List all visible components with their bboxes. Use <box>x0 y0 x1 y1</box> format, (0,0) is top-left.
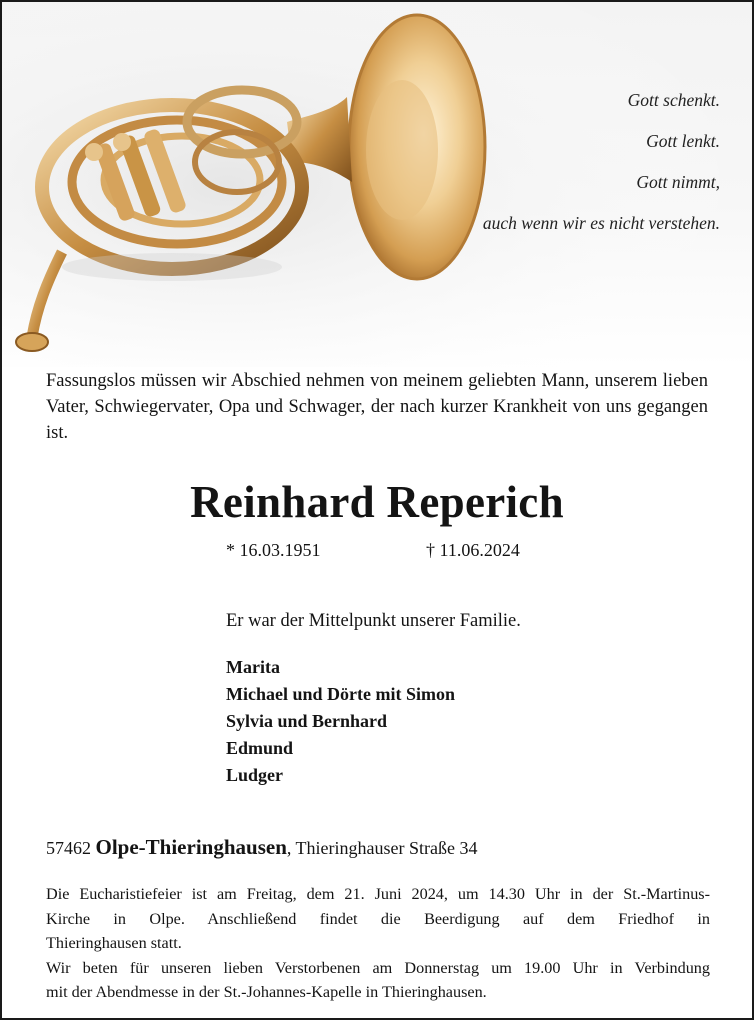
info-line: Kirche in Olpe. Anschließend findet die Beerdigung auf dem Friedhof in <box>46 909 710 928</box>
tagline: Er war der Mittelpunkt unserer Familie. <box>226 611 521 631</box>
address-line <box>46 835 478 860</box>
service-info <box>46 882 710 1005</box>
info-line: Die Eucharistiefeier ist am Freitag, dem 21. Juni 2024, um 14.30 Uhr in der St.-Martinus- <box>46 885 710 903</box>
info-line: Wir beten für unseren lieben Verstorbenen am Donnerstag um 19.00 Uhr in Verbindung <box>46 958 710 977</box>
quote-line: Gott lenkt. <box>646 131 720 151</box>
quote-line: Gott nimmt, <box>636 172 720 192</box>
family-member: Michael und Dörte mit Simon <box>226 684 455 704</box>
deceased-name: Reinhard Reperich <box>190 477 564 527</box>
info-line: mit der Abendmesse in der St.-Johannes-Kapelle in Thieringhausen. <box>46 983 487 1001</box>
address-zip: 57462 <box>46 838 91 858</box>
info-line: Thieringhausen statt. <box>46 934 182 952</box>
address-city: Olpe-Thieringhausen <box>95 835 287 859</box>
quote-line: auch wenn wir es nicht verstehen. <box>482 213 720 233</box>
quote-block <box>483 80 720 244</box>
quote-line: Gott schenkt. <box>627 90 720 110</box>
birth-date: * 16.03.1951 <box>226 540 321 560</box>
death-date: † 11.06.2024 <box>426 540 520 560</box>
family-member: Edmund <box>226 738 294 758</box>
family-list <box>226 654 455 789</box>
family-member: Ludger <box>226 765 284 785</box>
family-member: Marita <box>226 657 280 677</box>
address-street: , Thieringhauser Straße 34 <box>286 838 478 858</box>
family-member: Sylvia und Bernhard <box>226 711 388 731</box>
intro-text: Fassungslos müssen wir Abschied nehmen von meinem geliebten Mann, unserem lieben Vater, Schwiegervater, Opa und Schwager, der nach kurzer Krankheit von uns gegangen ist. <box>46 371 708 443</box>
